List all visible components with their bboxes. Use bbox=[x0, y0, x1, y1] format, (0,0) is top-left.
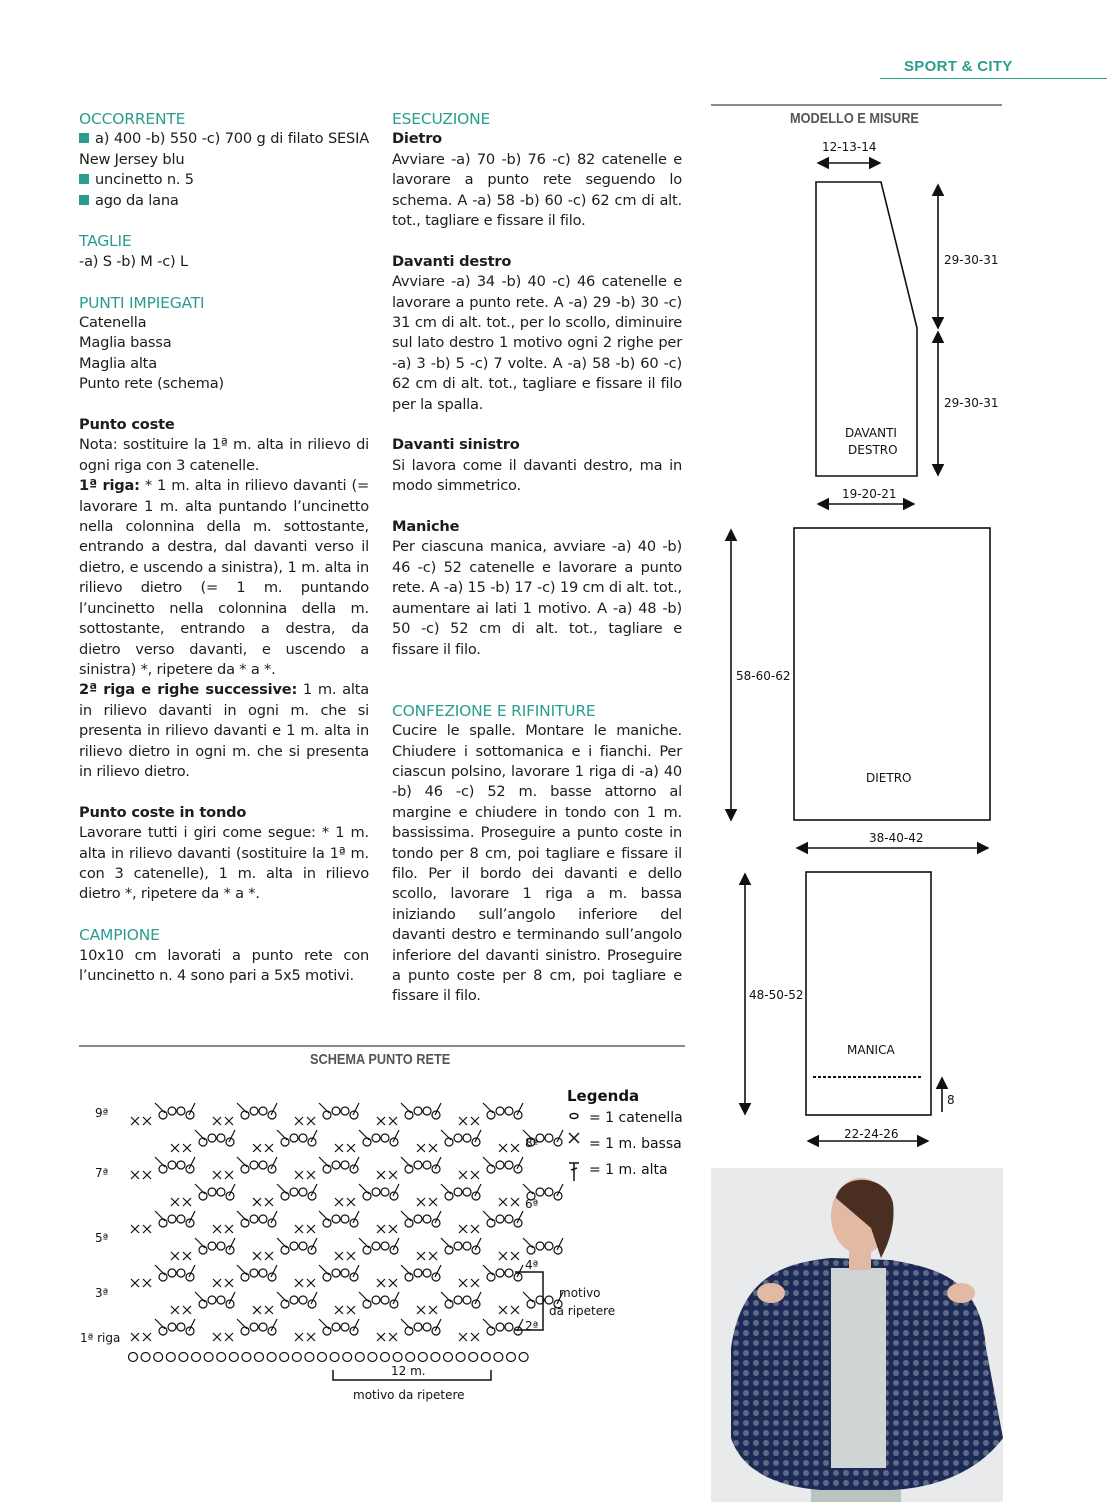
chain-mark bbox=[456, 1353, 465, 1362]
stitch-mark bbox=[295, 1225, 315, 1233]
chain-mark bbox=[250, 1107, 258, 1115]
chain-mark bbox=[290, 1242, 298, 1250]
stitch-mark bbox=[377, 1333, 397, 1341]
chain-mark bbox=[179, 1353, 188, 1362]
chain-mark bbox=[332, 1323, 340, 1331]
chain-mark bbox=[405, 1273, 413, 1281]
chain-mark bbox=[445, 1138, 453, 1146]
chain-mark bbox=[259, 1269, 267, 1277]
chain-mark bbox=[372, 1242, 380, 1250]
chain-mark bbox=[445, 1246, 453, 1254]
chain-mark bbox=[242, 1353, 251, 1362]
esecuzione-heading: ESECUZIONE bbox=[392, 110, 491, 128]
chain-mark bbox=[250, 1269, 258, 1277]
chain-mark bbox=[454, 1296, 462, 1304]
confezione-text: Cucire le spalle. Montare le maniche. Chiudere i sottomanica e i fianchi. Per ciascun polsino, lavorare 1 riga di -a) 40 -b) 46 -c) 52 m. basse attorno al margine e chiudere in tondo con 1 m. bassissima. Proseguire a punto coste in tondo per 8 cm, poi tagliare e fissare il filo. Per il bordo dei davanti e dello scollo, lavorare 1 riga a m. bassa iniziando sull’angolo inferiore del davanti destro e terminando sull’angolo inferiore del davanti sinistro. Proseguire a punto coste per 8 cm, poi tagliare e fissare il filo. bbox=[392, 722, 682, 1005]
chain-mark bbox=[423, 1323, 431, 1331]
chain-mark bbox=[154, 1353, 163, 1362]
schema-rule bbox=[79, 1045, 685, 1047]
chain-mark bbox=[454, 1134, 462, 1142]
chain-mark bbox=[159, 1273, 167, 1281]
chain-mark bbox=[405, 1111, 413, 1119]
chain-mark bbox=[290, 1188, 298, 1196]
stitch-mark bbox=[253, 1252, 273, 1260]
chain-mark bbox=[414, 1107, 422, 1115]
chain-mark bbox=[159, 1219, 167, 1227]
single-crochet-icon bbox=[569, 1133, 579, 1143]
chain-mark bbox=[299, 1188, 307, 1196]
stitch-mark bbox=[459, 1333, 479, 1341]
stitch-mark bbox=[131, 1171, 151, 1179]
chain-mark bbox=[341, 1107, 349, 1115]
chain-mark bbox=[381, 1188, 389, 1196]
legend-item: = 1 catenella bbox=[589, 1110, 683, 1126]
stitch-mark bbox=[499, 1144, 519, 1152]
brand-label: SPORT & CITY bbox=[904, 58, 1013, 75]
stitch-mark bbox=[377, 1279, 397, 1287]
stitch-mark bbox=[295, 1117, 315, 1125]
chain-mark bbox=[299, 1296, 307, 1304]
chain-mark bbox=[463, 1134, 471, 1142]
chain-mark bbox=[341, 1323, 349, 1331]
chain-mark bbox=[431, 1353, 440, 1362]
chain-mark bbox=[166, 1353, 175, 1362]
campione-text: 10x10 cm lavorati a punto rete con l’uncinetto n. 4 sono pari a 5x5 motivi. bbox=[79, 946, 369, 984]
chain-mark bbox=[299, 1134, 307, 1142]
chain-mark bbox=[332, 1161, 340, 1169]
chain-mark bbox=[323, 1327, 331, 1335]
punto-coste-riga2: 2ª riga e righe successive: 1 m. alta in rilievo davanti in ogni m. che si presenta in rilievo davanti e 1 m. alta in rilievo dietro in ogni m. che si presenta in rilievo dietro. bbox=[79, 681, 369, 780]
crochet-chart bbox=[75, 1075, 695, 1405]
davanti-destro-heading: Davanti destro bbox=[392, 252, 512, 270]
stitch-mark bbox=[131, 1279, 151, 1287]
maniche-heading: Maniche bbox=[392, 518, 460, 536]
repeat-side-label: da ripetere bbox=[549, 1304, 616, 1318]
chain-mark bbox=[505, 1215, 513, 1223]
chain-mark bbox=[505, 1107, 513, 1115]
chain-mark bbox=[217, 1134, 225, 1142]
chain-mark bbox=[341, 1161, 349, 1169]
taglie-heading: TAGLIE bbox=[79, 232, 132, 251]
stitch-mark bbox=[459, 1279, 479, 1287]
occorrente-heading: OCCORRENTE bbox=[79, 110, 186, 128]
stitch-mark bbox=[295, 1333, 315, 1341]
davanti-top-measure: 12-13-14 bbox=[822, 140, 877, 154]
chain-mark bbox=[168, 1269, 176, 1277]
repeat-side-label: motivo bbox=[559, 1286, 601, 1300]
punto-coste-heading: Punto coste bbox=[79, 416, 175, 434]
stitch-mark bbox=[171, 1198, 191, 1206]
chain-mark bbox=[487, 1219, 495, 1227]
punti-item: Maglia alta bbox=[79, 354, 157, 372]
chain-mark bbox=[290, 1296, 298, 1304]
chain-mark bbox=[217, 1353, 226, 1362]
row-label: 7ª bbox=[95, 1166, 109, 1180]
chain-mark bbox=[341, 1215, 349, 1223]
stitch-mark bbox=[295, 1279, 315, 1287]
stitch-mark bbox=[377, 1117, 397, 1125]
punti-item: Catenella bbox=[79, 314, 147, 332]
brand-divider bbox=[880, 78, 1107, 79]
chain-mark bbox=[141, 1353, 150, 1362]
chain-mark bbox=[444, 1353, 453, 1362]
row-label: 2ª bbox=[525, 1319, 539, 1333]
chain-mark bbox=[177, 1215, 185, 1223]
davanti-label: DAVANTI bbox=[845, 426, 897, 440]
stitch-mark bbox=[213, 1225, 233, 1233]
chain-mark bbox=[250, 1215, 258, 1223]
chain-mark bbox=[527, 1300, 535, 1308]
chain-mark bbox=[168, 1161, 176, 1169]
occorrente-item: a) 400 -b) 550 -c) 700 g di filato SESIA New Jersey blu bbox=[79, 130, 369, 168]
davanti-h2-measure: 29-30-31 bbox=[944, 396, 999, 410]
chain-mark bbox=[445, 1192, 453, 1200]
chain-mark bbox=[168, 1107, 176, 1115]
chain-mark bbox=[463, 1296, 471, 1304]
chain-mark bbox=[406, 1353, 415, 1362]
chain-mark bbox=[332, 1215, 340, 1223]
cardigan-photo-illustration bbox=[711, 1168, 1003, 1502]
chain-mark bbox=[217, 1242, 225, 1250]
chain-mark bbox=[463, 1242, 471, 1250]
chain-mark bbox=[423, 1269, 431, 1277]
chain-mark bbox=[332, 1107, 340, 1115]
chain-mark bbox=[463, 1188, 471, 1196]
chain-mark bbox=[423, 1161, 431, 1169]
chain-mark bbox=[241, 1273, 249, 1281]
davanti-sinistro-heading: Davanti sinistro bbox=[392, 436, 520, 454]
chain-mark bbox=[545, 1242, 553, 1250]
campione-heading: CAMPIONE bbox=[79, 926, 160, 945]
chain-mark bbox=[454, 1188, 462, 1196]
chain-mark bbox=[159, 1111, 167, 1119]
chain-mark bbox=[192, 1353, 201, 1362]
chain-mark bbox=[177, 1269, 185, 1277]
chain-mark bbox=[168, 1323, 176, 1331]
chain-mark bbox=[305, 1353, 314, 1362]
chain-mark bbox=[281, 1192, 289, 1200]
chain-mark bbox=[217, 1296, 225, 1304]
manica-height-measure: 48-50-52 bbox=[749, 988, 804, 1002]
bullet-icon bbox=[79, 195, 89, 205]
stitch-mark bbox=[377, 1171, 397, 1179]
chain-mark bbox=[545, 1134, 553, 1142]
stitch-mark bbox=[295, 1171, 315, 1179]
chain-mark bbox=[250, 1161, 258, 1169]
row-label: 3ª bbox=[95, 1286, 109, 1300]
chain-mark bbox=[381, 1353, 390, 1362]
row-label: 1ª riga bbox=[80, 1331, 121, 1345]
davanti-h1-measure: 29-30-31 bbox=[944, 253, 999, 267]
chain-mark bbox=[363, 1192, 371, 1200]
dietro-text: Avviare -a) 70 -b) 76 -c) 82 catenelle e lavorare a punto rete seguendo lo schema. A -a) 58 -b) 60 -c) 62 cm di alt. tot., tagliare e fissare il filo. bbox=[392, 150, 682, 230]
stitch-mark bbox=[499, 1252, 519, 1260]
chain-mark bbox=[368, 1353, 377, 1362]
chain-mark bbox=[496, 1161, 504, 1169]
chain-mark bbox=[494, 1353, 503, 1362]
chain-mark bbox=[545, 1188, 553, 1196]
chain-mark bbox=[414, 1215, 422, 1223]
chain-mark bbox=[372, 1296, 380, 1304]
maniche-text: Per ciascuna manica, avviare -a) 40 -b) 46 -c) 52 catenelle e lavorare a punto rete. A -a) 15 -b) 17 -c) 19 cm di alt. tot., aumentare ai lati 1 motivo. A -a) 48 -b) 50 -c) 52 cm di alt. tot., tagliare e fissare il filo. bbox=[392, 538, 682, 658]
chain-mark bbox=[323, 1111, 331, 1119]
chain-mark bbox=[199, 1138, 207, 1146]
chain-mark bbox=[204, 1353, 213, 1362]
stitch-mark bbox=[171, 1306, 191, 1314]
stitch-mark bbox=[213, 1333, 233, 1341]
chain-mark bbox=[199, 1192, 207, 1200]
stitch-mark bbox=[253, 1198, 273, 1206]
chain-mark bbox=[208, 1134, 216, 1142]
chain-mark bbox=[414, 1269, 422, 1277]
davanti-destro-text: Avviare -a) 34 -b) 40 -c) 46 catenelle e lavorare a punto rete. A -a) 29 -b) 30 -c) 31 cm di alt. tot., per lo scollo, diminuire sul lato destro 1 motivo ogni 2 righe per -a) 3 -b) 5 -c) 7 volte. A -a) 58 -b) 60 -c) 62 cm di alt. tot., tagliare e fissare il filo per la spalla. bbox=[392, 273, 682, 413]
chain-mark bbox=[199, 1246, 207, 1254]
legend-item: = 1 m. alta bbox=[589, 1162, 668, 1178]
chain-mark bbox=[208, 1296, 216, 1304]
chain-mark bbox=[414, 1161, 422, 1169]
davanti-sinistro-text: Si lavora come il davanti destro, ma in modo simmetrico. bbox=[392, 456, 682, 495]
modello-rule bbox=[711, 104, 1002, 106]
chain-mark bbox=[177, 1323, 185, 1331]
chain-mark bbox=[259, 1107, 267, 1115]
stitch-mark bbox=[171, 1144, 191, 1152]
row-label: 8ª bbox=[525, 1136, 539, 1150]
dietro-heading: Dietro bbox=[392, 130, 443, 148]
chain-mark bbox=[487, 1165, 495, 1173]
stitch-mark bbox=[213, 1279, 233, 1287]
chain-mark bbox=[241, 1327, 249, 1335]
chain-mark bbox=[496, 1107, 504, 1115]
stitch-mark bbox=[335, 1252, 355, 1260]
chain-mark bbox=[159, 1327, 167, 1335]
punto-coste-riga1: 1ª riga: * 1 m. alta in rilievo davanti (= lavorare 1 m. alta puntando l’uncinetto nella colonnina della m. sottostante, entrando a destra, dal davanti verso il dietro, e uscendo a sinistra), 1 m. alta in rilievo dietro (= 1 m. puntando l’uncinetto nella colonnina della m. sottostante, entrando a destra, da dietro verso davanti, e uscendo a sinistra) *, ripetere da * a *. bbox=[79, 477, 369, 678]
chain-mark bbox=[481, 1353, 490, 1362]
chain-mark bbox=[363, 1246, 371, 1254]
chain-mark bbox=[405, 1165, 413, 1173]
dietro-width-measure: 38-40-42 bbox=[869, 831, 924, 845]
manica-label: MANICA bbox=[847, 1043, 895, 1057]
repeat-count: 12 m. bbox=[391, 1364, 426, 1378]
stitch-mark bbox=[335, 1198, 355, 1206]
chain-mark bbox=[281, 1138, 289, 1146]
chain-mark bbox=[536, 1242, 544, 1250]
manica-shape bbox=[806, 872, 931, 1115]
chain-mark bbox=[208, 1242, 216, 1250]
chain-mark bbox=[496, 1215, 504, 1223]
chain-mark bbox=[423, 1215, 431, 1223]
modello-title: MODELLO E MISURE bbox=[790, 110, 919, 127]
dietro-height-measure: 58-60-62 bbox=[736, 669, 791, 683]
chain-mark bbox=[454, 1242, 462, 1250]
chain-mark bbox=[487, 1111, 495, 1119]
chain-mark bbox=[332, 1269, 340, 1277]
chain-mark bbox=[418, 1353, 427, 1362]
legend-item: = 1 m. bassa bbox=[589, 1136, 682, 1152]
occorrente-item: ago da lana bbox=[79, 191, 369, 211]
chain-mark bbox=[159, 1165, 167, 1173]
stitch-mark bbox=[377, 1225, 397, 1233]
chain-mark bbox=[372, 1134, 380, 1142]
bullet-icon bbox=[79, 174, 89, 184]
chain-mark bbox=[381, 1242, 389, 1250]
chain-mark bbox=[299, 1242, 307, 1250]
chain-mark bbox=[199, 1300, 207, 1308]
chain-mark bbox=[363, 1138, 371, 1146]
chain-mark bbox=[290, 1134, 298, 1142]
davanti-bottom-measure: 19-20-21 bbox=[842, 487, 897, 501]
stitch-mark bbox=[417, 1306, 437, 1314]
chain-mark bbox=[469, 1353, 478, 1362]
chain-mark bbox=[241, 1165, 249, 1173]
chain-mark bbox=[323, 1273, 331, 1281]
chain-icon bbox=[570, 1114, 578, 1119]
punti-item: Punto rete (schema) bbox=[79, 375, 224, 393]
chain-mark bbox=[129, 1353, 138, 1362]
chain-mark bbox=[341, 1269, 349, 1277]
schematic-diagram bbox=[700, 130, 1010, 1150]
model-photo bbox=[711, 1168, 1003, 1502]
chain-mark bbox=[255, 1353, 264, 1362]
chain-mark bbox=[259, 1161, 267, 1169]
stitch-mark bbox=[131, 1117, 151, 1125]
chain-mark bbox=[323, 1165, 331, 1173]
chain-mark bbox=[505, 1323, 513, 1331]
stitch-mark bbox=[335, 1144, 355, 1152]
chain-mark bbox=[229, 1353, 238, 1362]
chain-mark bbox=[208, 1188, 216, 1196]
bullet-icon bbox=[79, 133, 89, 143]
chain-mark bbox=[505, 1269, 513, 1277]
stitch-mark bbox=[459, 1171, 479, 1179]
taglie-text: -a) S -b) M -c) L bbox=[79, 252, 188, 270]
chain-mark bbox=[381, 1296, 389, 1304]
chain-mark bbox=[318, 1353, 327, 1362]
chain-mark bbox=[267, 1353, 276, 1362]
chain-mark bbox=[241, 1219, 249, 1227]
stitch-mark bbox=[499, 1306, 519, 1314]
stitch-mark bbox=[213, 1171, 233, 1179]
chain-mark bbox=[259, 1323, 267, 1331]
chain-mark bbox=[217, 1188, 225, 1196]
chain-mark bbox=[250, 1323, 258, 1331]
stitch-mark bbox=[417, 1144, 437, 1152]
chain-mark bbox=[507, 1353, 516, 1362]
stitch-mark bbox=[459, 1225, 479, 1233]
chain-mark bbox=[363, 1300, 371, 1308]
chain-mark bbox=[527, 1246, 535, 1254]
stitch-mark bbox=[417, 1198, 437, 1206]
chain-mark bbox=[505, 1161, 513, 1169]
stitch-mark bbox=[213, 1117, 233, 1125]
manica-width-measure: 22-24-26 bbox=[844, 1127, 899, 1141]
repeat-label: motivo da ripetere bbox=[353, 1388, 465, 1402]
punto-coste-nota: Nota: sostituire la 1ª m. alta in rilievo di ogni riga con 3 catenelle. bbox=[79, 436, 369, 474]
chain-mark bbox=[177, 1107, 185, 1115]
chain-mark bbox=[381, 1134, 389, 1142]
chain-mark bbox=[330, 1353, 339, 1362]
confezione-heading: CONFEZIONE E RIFINITURE bbox=[392, 701, 596, 720]
chain-mark bbox=[281, 1246, 289, 1254]
legend-title: Legenda bbox=[567, 1087, 640, 1105]
left-column bbox=[79, 109, 369, 986]
stitch-mark bbox=[499, 1198, 519, 1206]
chain-mark bbox=[168, 1215, 176, 1223]
row-label: 9ª bbox=[95, 1106, 109, 1120]
chain-mark bbox=[292, 1353, 301, 1362]
chain-mark bbox=[414, 1323, 422, 1331]
chain-mark bbox=[280, 1353, 289, 1362]
chain-mark bbox=[343, 1353, 352, 1362]
double-crochet-icon bbox=[569, 1163, 579, 1181]
stitch-mark bbox=[253, 1144, 273, 1152]
stitch-mark bbox=[131, 1225, 151, 1233]
chain-mark bbox=[259, 1215, 267, 1223]
stitch-mark bbox=[417, 1252, 437, 1260]
row-label: 6ª bbox=[525, 1197, 539, 1211]
chain-mark bbox=[423, 1107, 431, 1115]
stitch-mark bbox=[253, 1306, 273, 1314]
manica-cuff-measure: 8 bbox=[947, 1093, 955, 1107]
chain-mark bbox=[536, 1188, 544, 1196]
chain-mark bbox=[372, 1188, 380, 1196]
chain-mark bbox=[405, 1327, 413, 1335]
stitch-mark bbox=[131, 1333, 151, 1341]
middle-column bbox=[392, 109, 682, 1007]
punti-heading: PUNTI IMPIEGATI bbox=[79, 293, 205, 312]
chain-mark bbox=[487, 1273, 495, 1281]
punto-coste-tondo-text: Lavorare tutti i giri come segue: * 1 m. alta in rilievo davanti (sostituire la 1ª m. con 3 catenelle), 1 m. alta in rilievo dietro *, ripetere da * a *. bbox=[79, 824, 369, 903]
row-label: 5ª bbox=[95, 1231, 109, 1245]
chain-mark bbox=[323, 1219, 331, 1227]
punti-item: Maglia bassa bbox=[79, 334, 172, 352]
dietro-label: DIETRO bbox=[866, 771, 912, 785]
chain-mark bbox=[177, 1161, 185, 1169]
chain-mark bbox=[445, 1300, 453, 1308]
chain-mark bbox=[496, 1269, 504, 1277]
stitch-mark bbox=[335, 1306, 355, 1314]
davanti-label-2: DESTRO bbox=[848, 443, 898, 457]
stitch-mark bbox=[171, 1252, 191, 1260]
chain-mark bbox=[393, 1353, 402, 1362]
chain-mark bbox=[487, 1327, 495, 1335]
chain-mark bbox=[281, 1300, 289, 1308]
chain-mark bbox=[545, 1296, 553, 1304]
stitch-mark bbox=[459, 1117, 479, 1125]
chain-mark bbox=[519, 1353, 528, 1362]
punto-coste-tondo-heading: Punto coste in tondo bbox=[79, 803, 247, 821]
chain-mark bbox=[496, 1323, 504, 1331]
chain-mark bbox=[405, 1219, 413, 1227]
chain-mark bbox=[241, 1111, 249, 1119]
chain-mark bbox=[355, 1353, 364, 1362]
row-label: 4ª bbox=[525, 1258, 539, 1272]
schema-title: SCHEMA PUNTO RETE bbox=[310, 1051, 451, 1068]
occorrente-item: uncinetto n. 5 bbox=[79, 170, 369, 190]
